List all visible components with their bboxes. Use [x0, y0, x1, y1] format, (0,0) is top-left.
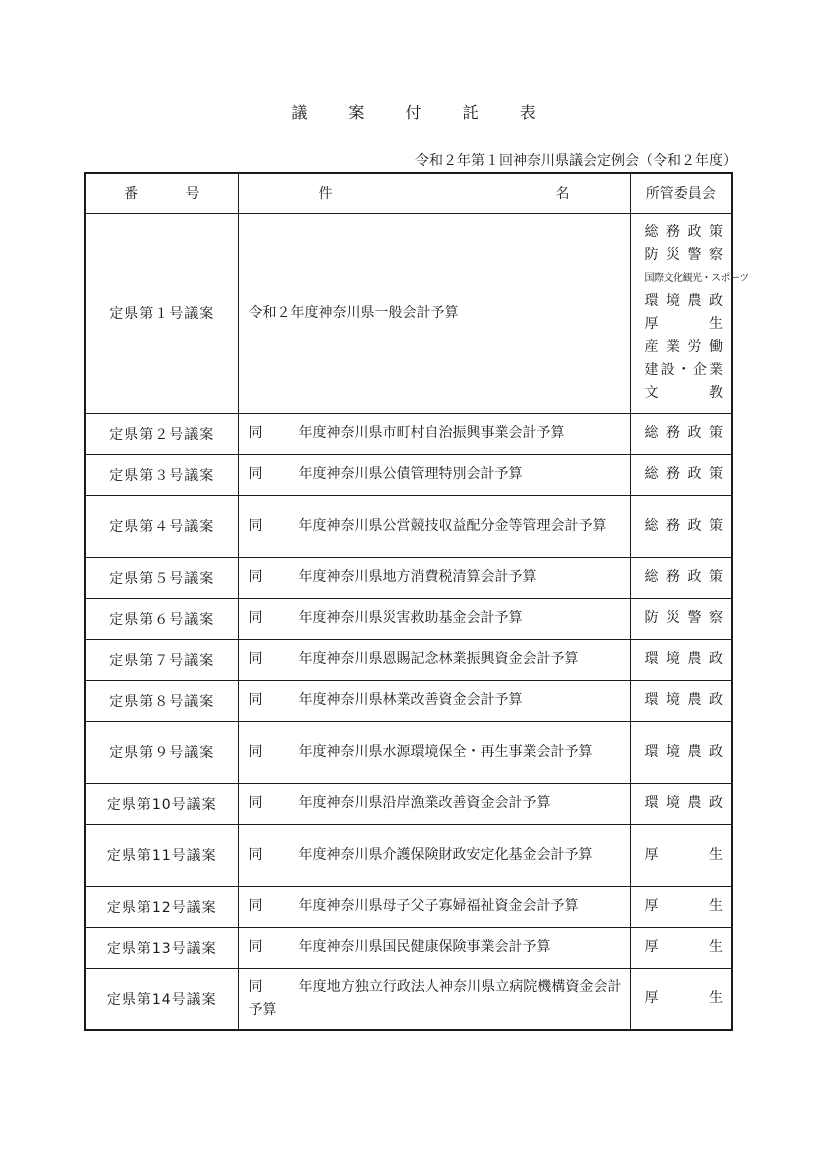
ditto-mark: 同 [248, 651, 263, 667]
table-row [85, 680, 732, 721]
committee-name [645, 359, 724, 382]
committee-char: 災 [666, 247, 680, 263]
committee-char: 策 [709, 466, 723, 482]
table-row [85, 886, 732, 927]
committee-char: 政 [687, 569, 702, 585]
ditto-mark: 同 [248, 898, 263, 914]
committee-char: 政 [687, 466, 702, 482]
committee-char: 生 [709, 939, 723, 955]
committee-char: 策 [709, 517, 723, 534]
ditto-mark: 同 [248, 846, 263, 863]
table-row [85, 721, 732, 783]
committee-char: 総 [644, 224, 659, 240]
committee-char: 災 [666, 610, 680, 626]
committee-cell [630, 454, 732, 495]
bill-number: 定県第12号議案 [85, 886, 238, 927]
committee-char: 政 [687, 425, 702, 441]
committee-name [645, 244, 724, 267]
committee-name [645, 792, 724, 815]
document-subtitle: 令和２年第１回神奈川県議会定例会（令和２年度） [415, 153, 737, 169]
ditto-mark: 同 [248, 569, 263, 585]
committee-cell [630, 680, 732, 721]
committee-name [645, 566, 724, 589]
committee-char: 務 [666, 425, 680, 441]
bill-title-text: 年度神奈川県公営競技収益配分金等管理会計予算 [298, 517, 607, 534]
ditto-mark: 同 [248, 610, 263, 626]
bill-referral-table [84, 172, 749, 1031]
committee-char: 総 [644, 425, 659, 441]
committee-char: 政 [709, 293, 723, 309]
table-row [85, 824, 732, 886]
bill-name [238, 495, 630, 557]
bill-number: 定県第５号議案 [85, 557, 238, 598]
committee-char: 総 [644, 466, 659, 482]
committee-name [645, 607, 724, 630]
committee-cell [630, 557, 732, 598]
header-number-char: 番 [124, 186, 138, 203]
bill-number: 定県第１号議案 [85, 213, 238, 413]
header-name [238, 173, 630, 213]
bill-number: 定県第13号議案 [85, 927, 238, 968]
committee-cell [630, 598, 732, 639]
committee-char: 設 [660, 362, 675, 378]
table-row [85, 639, 732, 680]
committee-char: ・ [676, 362, 691, 378]
committee-cell [630, 783, 732, 824]
ditto-mark: 同 [248, 743, 263, 760]
bill-name [238, 598, 630, 639]
committee-cell [630, 721, 732, 783]
committee-char: 農 [687, 743, 702, 760]
committee-char: 政 [687, 224, 702, 240]
committee-cell [630, 639, 732, 680]
committee-char: 厚 [644, 898, 659, 914]
bill-number: 定県第４号議案 [85, 495, 238, 557]
table-row [85, 598, 732, 639]
bill-number: 定県第７号議案 [85, 639, 238, 680]
bill-number: 定県第14号議案 [85, 968, 238, 1030]
committee-name [645, 648, 724, 671]
ditto-mark: 同 [248, 795, 263, 811]
table-row [85, 495, 732, 557]
header-number [85, 173, 238, 213]
ditto-mark: 同 [248, 466, 263, 482]
table-row [85, 927, 732, 968]
committee-char: 教 [709, 385, 723, 401]
bill-title-text: 年度神奈川県母子父子寡婦福祉資金会計予算 [298, 898, 579, 914]
bill-title-text: 年度神奈川県介護保険財政安定化基金会計予算 [298, 846, 593, 863]
table-header-row [85, 173, 732, 213]
committee-char: 生 [709, 846, 723, 863]
committee-char: 環 [644, 743, 659, 760]
committee-char: 境 [666, 795, 680, 811]
committee-char: 厚 [644, 990, 659, 1007]
committee-char: 境 [666, 651, 680, 667]
bill-name [238, 721, 630, 783]
committee-char: 防 [644, 247, 659, 263]
committee-char: 農 [687, 692, 702, 708]
committee-char: 産 [644, 339, 659, 355]
committee-char: 務 [666, 224, 680, 240]
table-row [85, 413, 732, 454]
committee-char: 政 [709, 651, 723, 667]
bill-name [238, 557, 630, 598]
committee-char: 政 [709, 743, 723, 760]
bill-title-text: 年度神奈川県水源環境保全・再生事業会計予算 [298, 743, 593, 760]
committee-char: 農 [687, 293, 702, 309]
committee-char: 策 [709, 569, 723, 585]
ditto-mark: 同 [248, 978, 263, 995]
committee-name: 国際文化観光・スポーツ [644, 273, 749, 284]
committee-cell [630, 886, 732, 927]
table-row [85, 557, 732, 598]
bill-name [238, 413, 630, 454]
committee-char: 境 [666, 692, 680, 708]
committee-char: 環 [644, 795, 659, 811]
committee-char: 生 [709, 316, 723, 332]
committee-name [645, 290, 724, 313]
committee-char: 総 [644, 517, 659, 534]
committee-char: 業 [666, 339, 680, 355]
committee-char: 策 [709, 224, 723, 240]
bill-name [238, 824, 630, 886]
committee-cell [630, 824, 732, 886]
committee-char: 政 [709, 795, 723, 811]
committee-name [645, 895, 724, 918]
committee-char: 農 [687, 651, 702, 667]
committee-cell [630, 927, 732, 968]
bill-title-text: 年度神奈川県国民健康保険事業会計予算 [298, 939, 551, 955]
committee-name [645, 463, 724, 486]
committee-char: 厚 [644, 316, 659, 332]
committee-name [645, 844, 724, 867]
bill-name [238, 783, 630, 824]
ditto-mark: 同 [248, 692, 263, 708]
bill-number: 定県第６号議案 [85, 598, 238, 639]
committee-char: 政 [687, 517, 702, 534]
committee-char: 務 [666, 517, 680, 534]
bill-number: 定県第10号議案 [85, 783, 238, 824]
ditto-mark: 同 [248, 939, 263, 955]
committee-name [645, 382, 724, 405]
committee-name [645, 313, 724, 336]
committee-char: 厚 [644, 939, 659, 955]
bill-title-text: 年度神奈川県公債管理特別会計予算 [298, 466, 523, 482]
bill-name [238, 927, 630, 968]
bill-title-text: 年度神奈川県地方消費税清算会計予算 [298, 569, 537, 585]
bill-title-text: 年度神奈川県林業改善資金会計予算 [298, 692, 523, 708]
bill-name: 令和２年度神奈川県一般会計予算 [238, 213, 630, 413]
bill-name [238, 886, 630, 927]
header-name-char: 件 [318, 186, 333, 203]
committee-char: 境 [666, 743, 680, 760]
committee-name [645, 221, 724, 244]
committee-char: 務 [666, 569, 680, 585]
bill-title-text: 年度神奈川県市町村自治振興事業会計予算 [298, 425, 565, 441]
committee-char: 業 [709, 362, 723, 378]
committee-char: 境 [666, 293, 680, 309]
committee-char: 環 [644, 651, 659, 667]
bill-title-text: 年度神奈川県沿岸漁業改善資金会計予算 [298, 795, 551, 811]
bill-number: 定県第３号議案 [85, 454, 238, 495]
bill-title-text: 年度神奈川県恩賜記念林業振興資金会計予算 [298, 651, 579, 667]
bill-name [238, 968, 630, 1030]
committee-name [645, 689, 724, 712]
committee-char: 政 [709, 692, 723, 708]
document-title: 議 案 付 託 表 [291, 103, 554, 122]
committee-name [645, 336, 724, 359]
ditto-mark: 同 [248, 425, 263, 441]
header-committee: 所管委員会 [630, 173, 732, 213]
committee-char: 生 [709, 990, 723, 1007]
committee-cell [630, 495, 732, 557]
committee-char: 環 [644, 692, 659, 708]
committee-char: 総 [644, 569, 659, 585]
committee-cell [630, 213, 749, 413]
committee-cell [630, 413, 732, 454]
header-number-char: 号 [185, 186, 200, 203]
bill-number: 定県第11号議案 [85, 824, 238, 886]
bill-name [238, 454, 630, 495]
committee-name [645, 936, 724, 959]
committee-name [645, 741, 724, 764]
committee-char: 生 [709, 898, 723, 914]
table-row [85, 783, 732, 824]
committee-char: 察 [709, 247, 723, 263]
committee-char: 建 [644, 362, 659, 378]
committee-char: 働 [709, 339, 723, 355]
committee-char: 策 [709, 425, 723, 441]
ditto-mark: 同 [248, 517, 263, 534]
bill-name [238, 680, 630, 721]
committee-name [645, 515, 724, 538]
committee-name [645, 422, 724, 445]
committee-char: 環 [644, 293, 659, 309]
committee-char: 警 [687, 247, 702, 263]
committee-char: 厚 [644, 846, 659, 863]
bill-number: 定県第８号議案 [85, 680, 238, 721]
header-name-char: 名 [555, 186, 570, 203]
committee-char: 企 [692, 362, 707, 378]
committee-char: 務 [666, 466, 680, 482]
bill-number: 定県第２号議案 [85, 413, 238, 454]
committee-char: 警 [687, 610, 702, 626]
table-row [85, 968, 732, 1030]
committee-name [645, 987, 724, 1010]
committee-char: 文 [644, 385, 659, 401]
bill-title-text: 年度神奈川県災害救助基金会計予算 [298, 610, 523, 626]
table-row [85, 454, 732, 495]
bill-title-text: 年度地方独立行政法人神奈川県立病院機構資金会計予算 [248, 978, 622, 1018]
committee-char: 察 [709, 610, 723, 626]
committee-cell [630, 968, 732, 1030]
bill-name [238, 639, 630, 680]
committee-char: 防 [644, 610, 659, 626]
committee-char: 農 [687, 795, 702, 811]
bill-number: 定県第９号議案 [85, 721, 238, 783]
table-row [85, 213, 732, 413]
committee-char: 労 [687, 339, 702, 355]
